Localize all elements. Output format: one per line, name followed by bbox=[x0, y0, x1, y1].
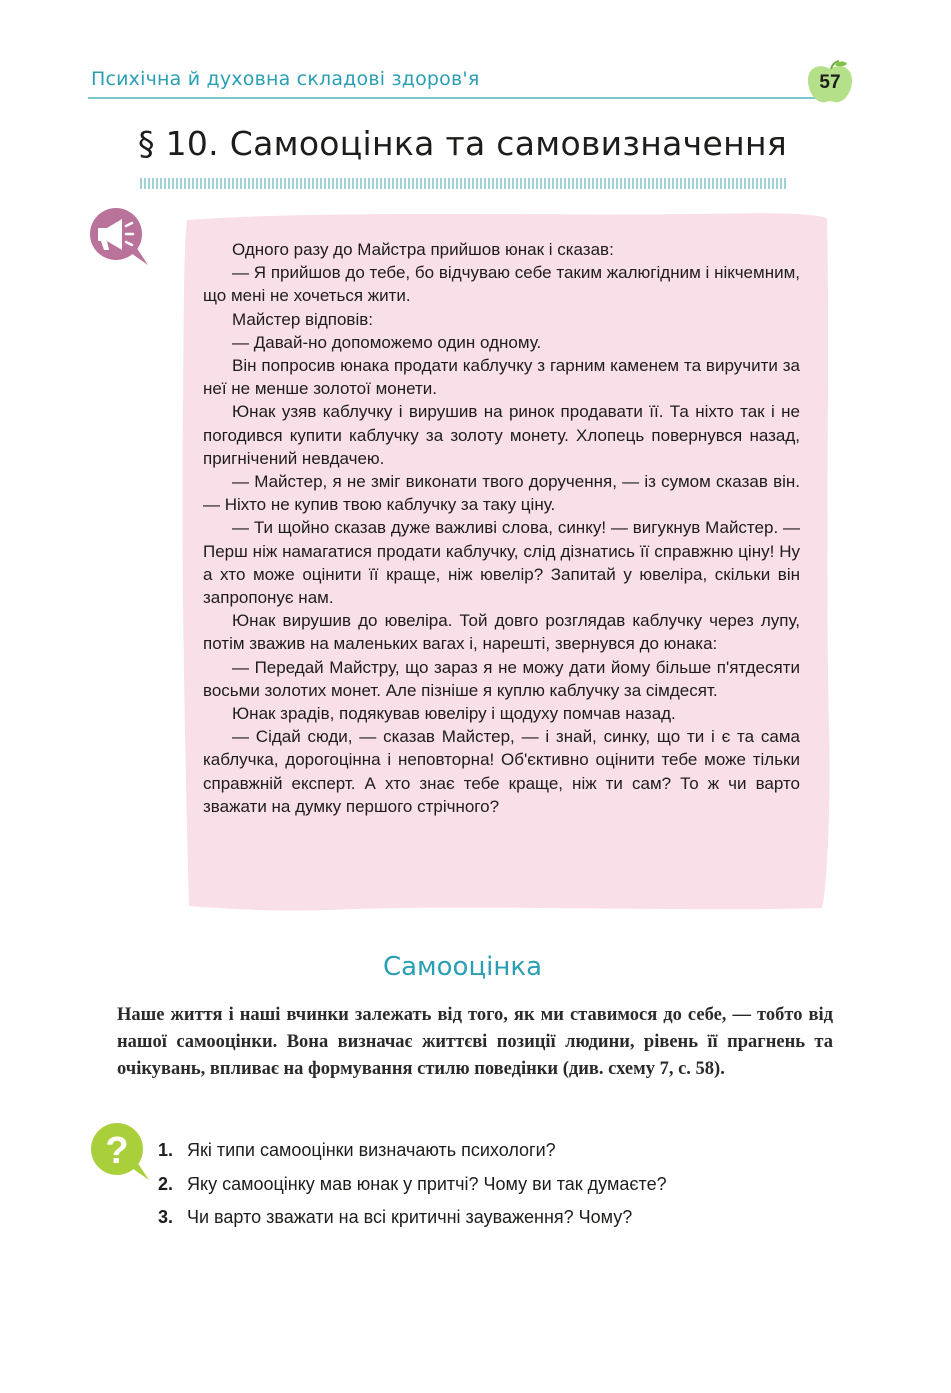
parable-paragraph: Одного разу до Майстра прийшов юнак і сказав: bbox=[232, 240, 614, 259]
parable-paragraph: Майстер відповів: bbox=[232, 309, 373, 329]
question-list bbox=[158, 1134, 667, 1235]
parable-paragraph: — Я прийшов до тебе, бо відчуваю себе таким жалюгідним і нікчемним, що мені не хочеться жити. bbox=[203, 263, 800, 306]
page-number: 57 bbox=[819, 72, 841, 93]
question-number: 1. bbox=[158, 1140, 174, 1160]
question-mark-icon bbox=[89, 1122, 151, 1180]
parable-paragraph: Юнак зрадів, подякував ювеліру і щодуху помчав назад. bbox=[232, 704, 676, 724]
parable-paragraph: — Передай Майстру, що зараз я не можу дати йому більше п'ятдесяти восьми золотих монет. Але пізніше я куплю каблучку за сімдесят. bbox=[203, 657, 800, 700]
question-number: 3. bbox=[158, 1207, 174, 1227]
question-number: 2. bbox=[158, 1173, 174, 1194]
svg-text:?: ? bbox=[105, 1130, 129, 1172]
section-title: § 10. Самооцінка та самовизначення bbox=[138, 124, 787, 163]
parable-paragraph: — Ти щойно сказав дуже важливі слова, синку! — вигукнув Майстер. — Перш ніж намагатися продати каблучку, слід дізнатись її справжню ціну! Ну а хто може оцінити її краще, ніж ювелір? Запитай у ювеліра, скільки він запропонує нам. bbox=[203, 518, 800, 608]
parable-paragraph: — Майстер, я не зміг виконати твого доручення, — із сумом сказав він. — Ніхто не купив твою каблучку за таку ціну. bbox=[203, 472, 800, 515]
parable-paragraph: Він попросив юнака продати каблучку з гарним каменем та виручити за неї не менше золотої монети. bbox=[203, 356, 800, 399]
question-text: Чи варто зважати на всі критичні зауваження? Чому? bbox=[187, 1207, 633, 1227]
header-rule bbox=[88, 97, 818, 99]
question-text: Яку самооцінку мав юнак у притчі? Чому ви так думаєте? bbox=[187, 1173, 667, 1194]
running-head: Психічна й духовна складові здоров'я bbox=[91, 68, 480, 90]
subsection-heading: Самооцінка bbox=[382, 952, 543, 982]
parable-paragraph: Юнак вирушив до ювеліра. Той довго розглядав каблучку через лупу, потім зважив на маленьких вагах і, нарешті, звернувся до юнака: bbox=[203, 611, 800, 654]
body-paragraph: Наше життя і наші вчинки залежать від того, як ми ставимося до себе, — тобто від нашої самооцінки. Вона визначає життєві позиції людини, рівень її прагнень та очікувань, впливає на формування стилю поведінки (див. схему 7, с. 58). bbox=[117, 1005, 833, 1079]
question-item bbox=[158, 1168, 667, 1202]
question-item bbox=[158, 1201, 667, 1235]
title-underline-hatch bbox=[140, 178, 788, 189]
megaphone-icon bbox=[88, 207, 150, 265]
parable-paragraph: — Сідай сюди, — сказав Майстер, — і знай, синку, що ти і є та сама каблучка, дорогоцінна і неповторна! Об'єктивно оцінити тебе може тільки справжній експерт. А хто знає тебе краще, ніж ти сам? То ж чи варто зважати на думку першого стрічного? bbox=[203, 727, 800, 816]
question-text: Які типи самооцінки визначають психологи? bbox=[187, 1140, 556, 1160]
parable-text bbox=[203, 238, 800, 818]
parable-paragraph: — Давай-но допоможемо один одному. bbox=[232, 332, 542, 352]
question-item bbox=[158, 1134, 667, 1168]
parable-paragraph: Юнак узяв каблучку і вирушив на ринок продавати її. Та ніхто так і не погодився купити каблучку за золоту монету. Хлопець повернувся назад, пригнічений невдачею. bbox=[203, 402, 800, 468]
